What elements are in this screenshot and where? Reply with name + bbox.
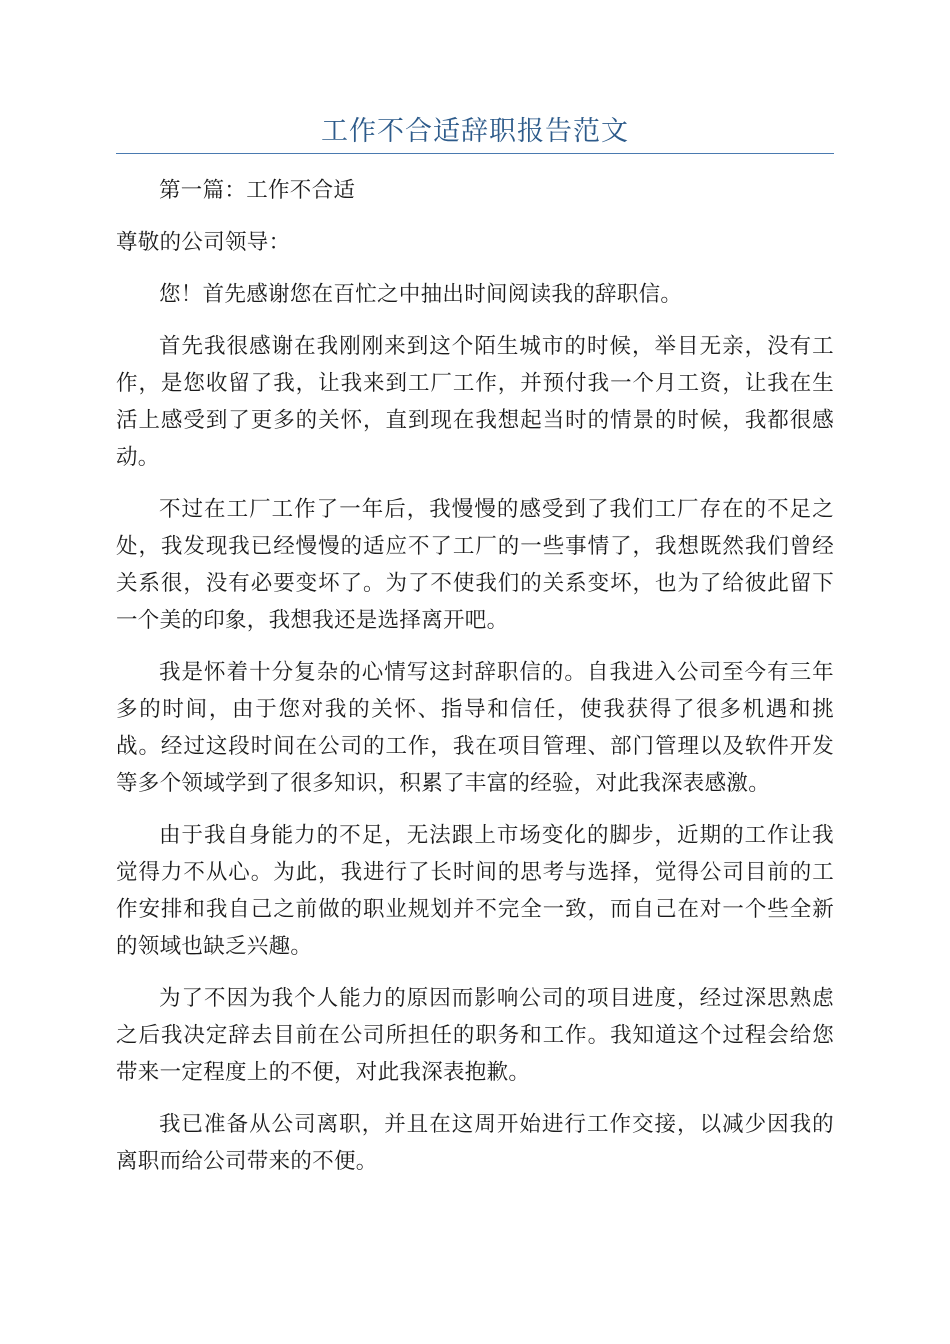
salutation: 尊敬的公司领导： xyxy=(116,230,291,255)
paragraph: 不过在工厂工作了一年后，我慢慢的感受到了我们工厂存在的不足之处，我发现我已经慢慢的适应不了工厂的一些事情了，我想既然我们曾经关系很，没有必要变坏了。为了不使我们的关系变坏，也为了给彼此留下一个美的印象，我想我还是选择离开吧。 xyxy=(116,497,834,633)
paragraph: 您！首先感谢您在百忙之中抽出时间阅读我的辞职信。 xyxy=(159,282,683,307)
document-page xyxy=(116,0,834,1344)
paragraph: 首先我很感谢在我刚刚来到这个陌生城市的时候，举目无亲，没有工作，是您收留了我，让我来到工厂工作，并预付我一个月工资，让我在生活上感受到了更多的关怀，直到现在我想起当时的情景的时候，我都很感动。 xyxy=(116,334,834,470)
paragraph: 由于我自身能力的不足，无法跟上市场变化的脚步，近期的工作让我觉得力不从心。为此，我进行了长时间的思考与选择，觉得公司目前的工作安排和我自己之前做的职业规划并不完全一致，而自己在对一个些全新的领域也缺乏兴趣。 xyxy=(116,823,834,959)
paragraph: 我已准备从公司离职，并且在这周开始进行工作交接，以减少因我的离职而给公司带来的不便。 xyxy=(116,1112,834,1174)
title-underline xyxy=(116,153,834,154)
paragraph: 为了不因为我个人能力的原因而影响公司的项目进度，经过深思熟虑之后我决定辞去目前在公司所担任的职务和工作。我知道这个过程会给您带来一定程度上的不便，对此我深表抱歉。 xyxy=(116,986,834,1085)
document-title: 工作不合适辞职报告范文 xyxy=(321,116,629,147)
document-body xyxy=(116,172,834,1195)
section-heading: 第一篇：工作不合适 xyxy=(159,178,356,203)
paragraph: 我是怀着十分复杂的心情写这封辞职信的。自我进入公司至今有三年多的时间，由于您对我的关怀、指导和信任，使我获得了很多机遇和挑战。经过这段时间在公司的工作，我在项目管理、部门管理以及软件开发等多个领域学到了很多知识，积累了丰富的经验，对此我深表感激。 xyxy=(116,660,834,796)
